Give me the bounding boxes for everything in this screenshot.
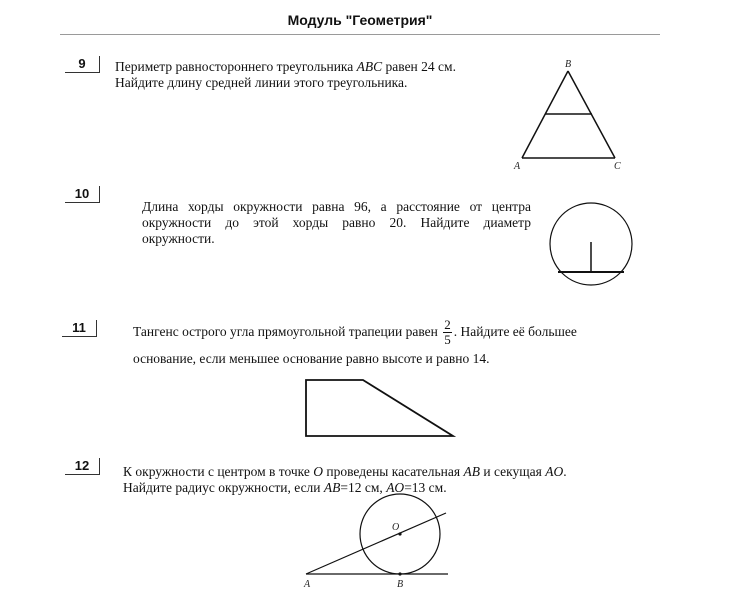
triangle-figure xyxy=(505,56,630,176)
tangent-secant-figure xyxy=(298,490,458,595)
label-a: A xyxy=(514,161,521,172)
problem-number-11: 11 xyxy=(62,320,97,337)
fraction-two-fifths: $\frac{2}{5}$ xyxy=(444,317,451,348)
problem-number-10: 10 xyxy=(65,186,100,203)
var-abc: ABC xyxy=(356,59,383,74)
problem-10-line1: Длина хорды окружности равна 96, а расстояние от центра xyxy=(142,199,531,214)
label-b: B xyxy=(565,59,572,70)
label-a: A xyxy=(304,579,311,590)
label-o: O xyxy=(392,522,400,533)
circle-chord-figure xyxy=(545,198,637,290)
trapezoid xyxy=(306,380,453,436)
tangent-point xyxy=(398,572,401,575)
problem-10-text xyxy=(142,199,531,247)
problem-9-text: Периметр равностороннего треугольника ABC равен 24 см. Найдите длину средней линии этого треугольника. xyxy=(115,59,456,90)
problem-11-text: Тангенс острого угла прямоугольной трапеции равен $\frac{2}{5}$ . Найдите её большее основание, если меньшее основание равно высоте и равно 14. xyxy=(133,315,653,367)
page-title: Модуль "Геометрия" xyxy=(60,8,660,35)
problem-11-line2: основание, если меньшее основание равно высоте и равно 14. xyxy=(133,351,490,366)
problem-10-line2: окружности до этой хорды равно 20. Найдите диаметр xyxy=(142,215,531,230)
problem-number-12: 12 xyxy=(65,458,100,475)
problem-9-line2: Найдите длину средней линии этого треугольника. xyxy=(115,75,408,90)
problem-10-line3: окружности. xyxy=(142,231,215,246)
trapezoid-figure xyxy=(300,375,460,441)
label-c: C xyxy=(614,161,621,172)
problem-number-9: 9 xyxy=(65,56,100,73)
problem-12-text: К окружности с центром в точке O проведены касательная AB и секущая AO. Найдите радиус окружности, если AB=12 см, AO=13 см. xyxy=(123,464,567,495)
label-b: B xyxy=(397,579,404,590)
